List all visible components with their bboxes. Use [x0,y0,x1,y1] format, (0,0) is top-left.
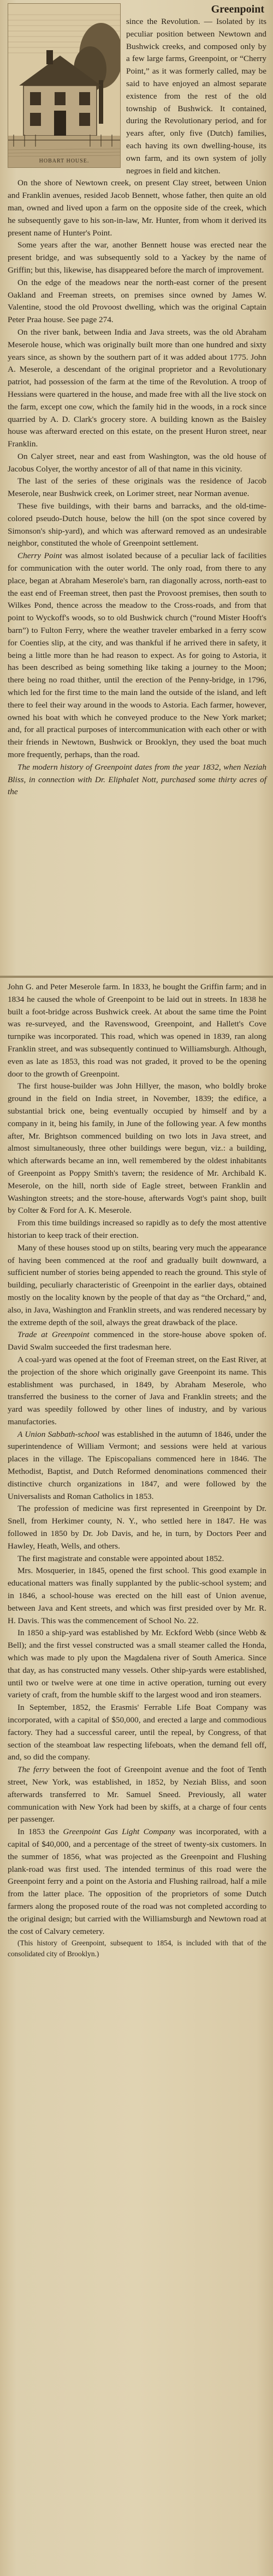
gas-light-heading: Greenpoint Gas Light Company [63,1827,175,1837]
ferry-heading: The ferry [17,1765,50,1775]
intro-paragraph: since the Revolution. — Isolated by its peculiar position between Newtown and Bushwick creeks, and composed only by a few large farms, Greenpoint, or “Cherry Point,” as it was formerly called, may be said to have enjoyed an almost separate existence from the rest of the old township of Bushwick. It contained, during the Revolutionary period, and for years after, only five (Dutch) families, each having its own dwelling-house, its own farm, and its own system of jolly negroes in field and kitchen. [126,17,266,176]
trade-heading: Trade at Greenpoint [17,1330,90,1340]
paragraph-gas-light-company [8,1826,266,1938]
section-heading-greenpoint: Greenpoint [211,3,264,15]
sabbath-school-heading: A Union Sabbath-school [17,1429,100,1439]
paragraph-jacobus-colyer: On Calyer street, near and east from Washington, was the old house of Jacobus Colyer, the worthy ancestor of all of that name in this vicinity. [8,451,266,474]
house-illustration [8,4,120,167]
paragraph-ship-yard: In 1850 a ship-yard was established by Mr. Eckford Webb (since Webb & Bell); and the first vessel constructed was a small steamer called the Honda, which was made to ply upon the Magdalena river of South America. Since that day, as has constructed many vessels. Other ship-yards were established, until two or twelve were at one time in active operation, turning out every variety of craft, from the humble skiff to the largest wood and iron steamers. [8,1628,266,1700]
page-bottom [0,977,273,2576]
paragraph-first-house-builder: The first house-builder was John Hillyer, the mason, who boldly broke ground in the field on India street, in November, 1839; the edifice, a substantial brick one, being eventually occupied by himself and by a company in it, being his family, in June of the following year. A few months after, Mr. Brightson commenced building on two lots in Java street, and almost simultaneously, three other buildings were begun, viz.: a building, which afterwards became an inn, well remembered by the oldest inhabitants of Greenpoint as Poppy Smith's tavern; the residence of Mr. Archibald K. Meserole, on the hill, north side of Eagle street, between Franklin and Washington streets; and the store-house, afterwards Vogt's paint shop, built by Colter & Ford for A. K. Meserole. [8,1081,266,1216]
page-top [0,0,273,976]
sabbath-school-text: was established in the autumn of 1846, under the superintendence of William Vermont; and sessions were held at various places in the village. The Episcopalians commenced here in 1846. The Methodist, Baptist, and Dutch Reformed denominations commenced their distinctive church organizations in 1847, and were followed by the Universalists and Roman Catholics in 1853. [8,1429,266,1501]
cherry-point-text: was almost isolated because of a peculiar lack of facilities for communication with the outer world. The only road, from there to any place, began at Abraham Meserole's barn, ran diagonally across, north-east to the east end of Freeman street, then past the Provoost premises, then south to Wilkes Pond, thence across the meadow to the Cross-roads, and from that point to Wyckoff's woods, so to old Bushwick church (“round Mister Hooft's barn”) to Fulton Ferry, where the weather traveler embarked in a ferry scow for Coenties slip, at the city, and was thankful if he arrived there in safety, it being a little more than he had reason to expect. As for going to Astoria, it has been described as being something like taking a journey to the Moon; there being no road thither, until the erection of the Penny-bridge, in 1796, which led for the first time to the main land the outside of the island, and left there to feel their way around in the woods to Astoria. Each farmer, however, owned his boat with which he conveyed produce to the New York market; and, for all practical purposes of intercommunication with each other or with their friends in Newtown, Bushwick or Brooklyn, they used the boat much more frequently, perhaps, than the road. [8,551,267,760]
gas-light-lead: In 1853 the [17,1827,60,1837]
paragraph-closing-note: (This history of Greenpoint, subsequent to 1854, is included with that of the consolidated city of Brooklyn.) [8,1939,266,1958]
paragraph-ferry [8,1764,266,1826]
paragraph-five-buildings: These five buildings, with their barns and barracks, and the old-time-colored pseudo-Dutch house, below the hill (on the spot since covered by Simonson's ship-yard), and which was afterward removed as an undesirable neighbor, constituted the whole of Greenpoint settlement. [8,501,266,548]
trade-text: commenced in the store-house above spoken of. David Swalm succeeded the first tradesman here. [8,1330,267,1352]
paragraph-trade [8,1329,266,1354]
paragraph-life-boat-company: In September, 1852, the Erasmis' Ferrable Life Boat Company was incorporated, with a capital of $50,000, and erected a large and commodious factory. They had a successful career, until the repeal, by Congress, of that section of the steamboat law respecting lifeboats, when the demand fell off, and, so did the company. [8,1703,266,1762]
paragraph-buildings-increase: From this time buildings increased so rapidly as to defy the most attentive historian to keep track of their erection. [8,1218,266,1240]
paragraph-sabbath-school [8,1429,266,1503]
paragraph-coal-yard: A coal-yard was opened at the foot of Freeman street, on the East River, at the projection of the shore which originally gave Greenpoint its name. This establishment was purchased, in 1849, by Abraham Meserole, who transferred the business to the corner of Java and Franklin streets; and the yard was speedily followed by other lines of industry, and by various manufactories. [8,1354,266,1426]
ferry-text: between the foot of Greenpoint avenue and the foot of Tenth street, New York, was established, in 1852, by Neziah Bliss, and soon afterwards transferred to Mr. Samuel Sneed. Previously, all water communication with New York had been by skiffs, at a charge of four cents per passenger. [8,1765,266,1824]
paragraph-second-bennett-house: Some years after the war, another Bennett house was erected near the present bridge, and was subsequently sold to a Yackey by the name of Griffin; but this, likewise, has disappeared before the march of improvement. [8,240,266,275]
paragraph-abraham-meserole-house: On the river bank, between India and Java streets, was the old Abraham Meserole house, which was originally built more than one hundred and sixty years since, as shown by the southern part of it was added about 1775. John A. Meserole, a descendant of the original proprietor and a Revolutionary patriot, had possession of the farm at the time of the Revolution. A troop of Hessians were quartered in the house, and made free with all the live stock on the farm, except one cow, which the family hid in the woods, in a rock since quarried by A. D. Clark's grocery store. A building known as the Baisley house was afterward erected on this estate, on the present Huron street, near Franklin. [8,327,266,449]
paragraph-jacob-bennett: On the shore of Newtown creek, on present Clay street, between Union and Franklin avenues, resided Jacob Bennett, whose father, then quite an old man, owned and lived upon a farm on the opposite side of the creek, which he subsequently gave to his son-in-law, Mr. Hunter, from whom it derived its present name of Hunter's Point. [8,178,266,238]
paragraph-houses-on-stilts: Many of these houses stood up on stilts, bearing very much the appearance of having been commenced at the roof and gradually built downward, a sufficient number of stories being appended to reach the ground. This style of building, peculiarly characteristic of Greenpoint in the earlier days, obtained mostly on the locality known by the people of that day as “the Orchard,” and, also, in Java, Washington and Franklin streets, and was rendered necessary by the extreme depth of the soil, always the great drawback of the place. [8,1243,266,1327]
gas-light-text: was incorporated, with a capital of $40,000, and a percentage of the street of twenty-six customers. In the summer of 1856, what was projected as the Greenpoint and Flushing plank-road was first used. The intended terminus of this road were the Greenpoint ferry and a point on the Astoria and Flushing railroad, half a mile from the latter place. The opposition of the proprietors of some Dutch farmers along the proposed route of the road was not completed according to the original design; but carried with the Williamsburgh and Newtown road at the cost of Calvary cemetery. [8,1827,266,1936]
hobart-house-engraving [8,3,121,168]
paragraph-first-school: Mrs. Mosquerier, in 1845, opened the first school. This good example in educational matters was finally supplanted by the public-school system; and in 1846, a school-house was erected on the hill east of Union avenue, between Java and Kent streets, and which was first presided over by Mr. R. H. Davis. This was the commencement of School No. 22. [8,1566,266,1625]
paragraph-meserole-farm: John G. and Peter Meserole farm. In 1833, he bought the Griffin farm; and in 1834 he caused the whole of Greenpoint to be laid out in streets. In 1838 he built a foot-bridge across Bushwick creek. At about the same time the Point was re-surveyed, and the Ravenswood, Greenpoint, and Hallett's Cove turnpike was incorporated. This road, which was opened in 1839, ran along Franklin street, and was subsequently continued to Williamsburgh. Although, even as late as 1853, this road was not graded, it proved to be the opening door to the growth of Greenpoint. [8,982,266,1079]
paragraph-medicine: The profession of medicine was first represented in Greenpoint by Dr. Snell, from Herkimer county, N. Y., who settled here in 1847. He was followed in 1850 by Dr. Job Davis, and he, in turn, by Doctors Peer and Hawley, Heath, Wells, and others. [8,1504,266,1551]
paragraph-provoost-dwelling: On the edge of the meadows near the north-east corner of the present Oakland and Freeman streets, on premises since owned by James W. Valentine, stood the old Provoost dwelling, which was the original Captain Peter Praa house. See page 274. [8,277,266,325]
paragraph-modern-history: The modern history of Greenpoint dates from the year 1832, when Neziah Bliss, in connection with Dr. Eliphalet Nott, purchased some thirty acres of the [8,762,266,797]
engraving-caption: HOBART HOUSE. [39,158,90,164]
paragraph-cherry-point [8,550,266,761]
cherry-point-heading: Cherry Point [17,551,62,561]
paragraph-jacob-meserole: The last of the series of these originals was the residence of Jacob Meserole, near Bushwick creek, on Lorimer street, near Norman avenue. [8,476,266,499]
paragraph-magistrate: The first magistrate and constable were appointed about 1852. [17,1553,224,1563]
